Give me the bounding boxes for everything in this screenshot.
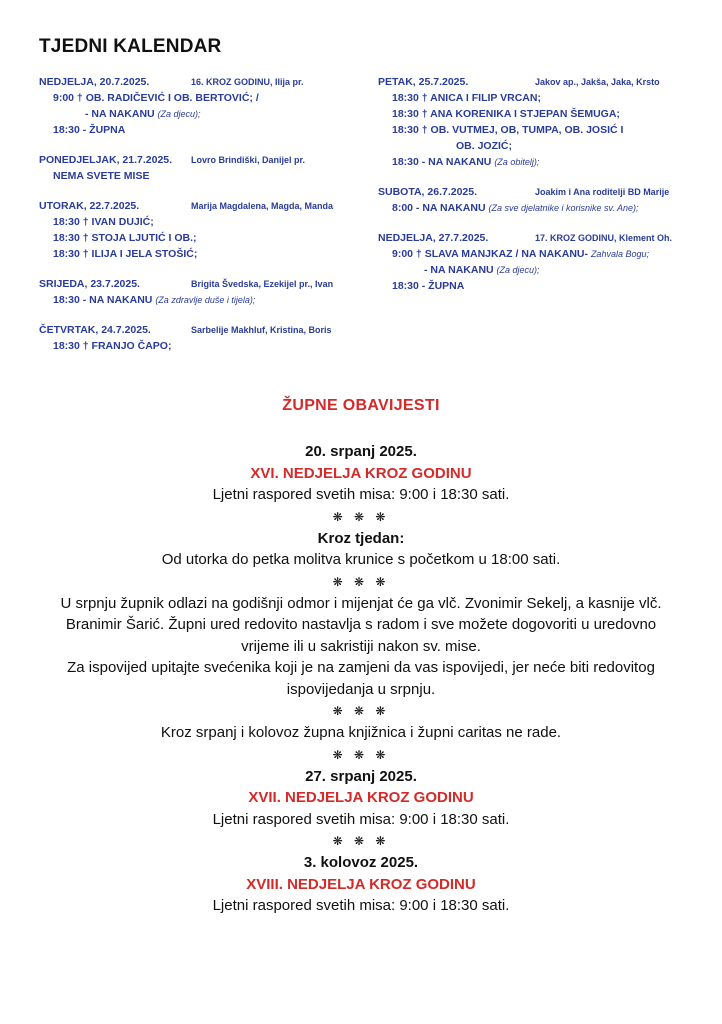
day-saints: 16. KROZ GODINU, Ilija pr. [191,77,304,87]
vacation-text: U srpnju župnik odlazi na godišnji odmor i mijenjat će ga vlč. Zvonimir Sekelj, a kasnije vlč. Branimir Šarić. Župni ured redovito nastavlja s radom i sve možete dogovoriti u uredovno vrijeme ili u sakristiji nakon sv. mise. [60,594,662,655]
calendar-day [39,276,359,308]
mass-intention-note: (Za djecu); [157,109,201,119]
mass-text: 18:30 † ANA KORENIKA I STJEPAN ŠEMUGA; [392,108,620,120]
day-saints: Brigita Švedska, Ezekijel pr., Ivan [191,279,334,289]
announcement-date: 3. kolovoz 2025. [303,854,419,871]
separator-stars: ❋ ❋ ❋ [332,509,390,524]
calendar-day [378,230,698,294]
mass-text: 18:30 † ILIJA I JELA STOŠIĆ; [53,248,198,260]
mass-entry [39,338,359,354]
announcements-body [40,441,682,917]
week-heading: Kroz tjedan: [317,529,405,547]
day-header [39,74,359,90]
mass-intention-note: (Za sve djelatnike i korisnike sv. Ane); [488,203,639,213]
mass-text: 18:30 - NA NAKANU [53,294,153,306]
mass-entry [39,90,359,106]
mass-text: 18:30 † IVAN DUJIĆ; [53,216,154,228]
confession-text: Za ispovijed upitajte svećenika koji je na zamjeni da vas ispovijedi, jer neće biti redovitog ispovijedanja u srpnju. [67,659,655,698]
sunday-title: XVI. NEDJELJA KROZ GODINU [250,464,472,482]
calendar-day [378,74,698,170]
calendar-day [39,74,359,138]
mass-entry [39,214,359,230]
day-date: PONEDJELJAK, 21.7.2025. [39,154,173,166]
mass-entry [39,246,359,262]
day-saints: Marija Magdalena, Magda, Manda [191,201,334,211]
day-saints: Lovro Brindiški, Danijel pr. [191,155,306,165]
mass-entry [378,90,698,106]
sunday-title: XVII. NEDJELJA KROZ GODINU [248,789,474,806]
mass-text: 9:00 † OB. RADIČEVIĆ I OB. BERTOVIĆ; / [53,92,259,104]
mass-text: 18:30 - ŽUPNA [392,280,465,292]
day-date: UTORAK, 22.7.2025. [39,200,140,212]
day-saints: Sarbelije Makhluf, Kristina, Boris [191,325,332,335]
day-saints: Jakov ap., Jakša, Jaka, Krsto [535,77,660,87]
mass-text: 18:30 - ŽUPNA [53,124,126,136]
mass-text: 18:30 † FRANJO ČAPO; [53,340,172,352]
mass-intention-note: Zahvala Bogu; [590,249,649,259]
day-header [39,152,359,168]
library-text: Kroz srpanj i kolovoz župna knjižnica i župni caritas ne rade. [160,724,562,741]
separator-stars: ❋ ❋ ❋ [332,747,390,762]
announcement-date: 20. srpanj 2025. [305,443,417,460]
day-date: PETAK, 25.7.2025. [378,76,469,88]
mass-intention-note: (Za obitelj); [494,157,540,167]
mass-text: OB. JOZIĆ; [456,140,513,152]
mass-text: NEMA SVETE MISE [53,170,150,182]
sunday-title: XVIII. NEDJELJA KROZ GODINU [246,875,476,893]
week-text: Od utorka do petka molitva krunice s početkom u 18:00 sati. [161,551,561,568]
mass-text: 18:30 † ANICA I FILIP VRCAN; [392,92,541,104]
day-header [378,230,698,246]
mass-entry [39,168,359,184]
day-header [378,74,698,90]
mass-entry [378,278,698,294]
calendar-right-column [378,74,698,308]
calendar-day [39,152,359,184]
day-date: SRIJEDA, 23.7.2025. [39,278,140,290]
mass-schedule: Ljetni raspored svetih misa: 9:00 i 18:30 sati. [212,897,510,914]
mass-intention-note: (Za zdravlje duše i tijela); [155,295,256,305]
separator-stars: ❋ ❋ ❋ [332,834,390,848]
separator-stars: ❋ ❋ ❋ [332,574,390,589]
day-header [39,198,359,214]
mass-entry [378,154,698,170]
mass-entry [378,122,698,138]
mass-entry [378,138,698,154]
mass-entry [378,200,698,216]
announcement-date: 27. srpanj 2025. [305,767,417,785]
calendar-day [39,322,359,354]
mass-text: 8:00 - NA NAKANU [392,202,486,214]
mass-entry [378,246,698,262]
mass-entry [378,106,698,122]
mass-text: 18:30 - NA NAKANU [392,156,492,168]
mass-entry [39,230,359,246]
mass-text: 9:00 † SLAVA MANJKAZ / NA NAKANU- [392,248,589,260]
mass-entry [378,262,698,278]
page-title: TJEDNI KALENDAR [39,36,222,57]
calendar-day [39,198,359,262]
mass-intention-note: (Za djecu); [496,265,540,275]
day-saints: 17. KROZ GODINU, Klement Oh. [535,233,673,243]
mass-entry [39,122,359,138]
mass-schedule: Ljetni raspored svetih misa: 9:00 i 18:30 sati. [212,810,510,828]
calendar-day [378,184,698,216]
calendar-left-column [39,74,359,368]
day-date: NEDJELJA, 27.7.2025. [378,232,489,244]
day-header [39,276,359,292]
separator-stars: ❋ ❋ ❋ [332,704,390,718]
mass-entry [39,106,359,122]
mass-entry [39,292,359,308]
day-date: SUBOTA, 26.7.2025. [378,186,478,198]
mass-text: - NA NAKANU [424,264,494,276]
mass-text: 18:30 † STOJA LJUTIĆ I OB.; [53,232,197,244]
mass-text: - NA NAKANU [85,108,155,120]
day-date: NEDJELJA, 20.7.2025. [39,76,150,88]
announcements-title: ŽUPNE OBAVIJESTI [282,397,440,414]
day-header [39,322,359,338]
day-date: ČETVRTAK, 24.7.2025. [39,324,151,336]
day-saints: Joakim i Ana roditelji BD Marije [535,187,670,197]
day-header [378,184,698,200]
mass-text: 18:30 † OB. VUTMEJ, OB, TUMPA, OB. JOSIĆ I [392,124,624,136]
mass-schedule: Ljetni raspored svetih misa: 9:00 i 18:30 sati. [212,486,510,503]
